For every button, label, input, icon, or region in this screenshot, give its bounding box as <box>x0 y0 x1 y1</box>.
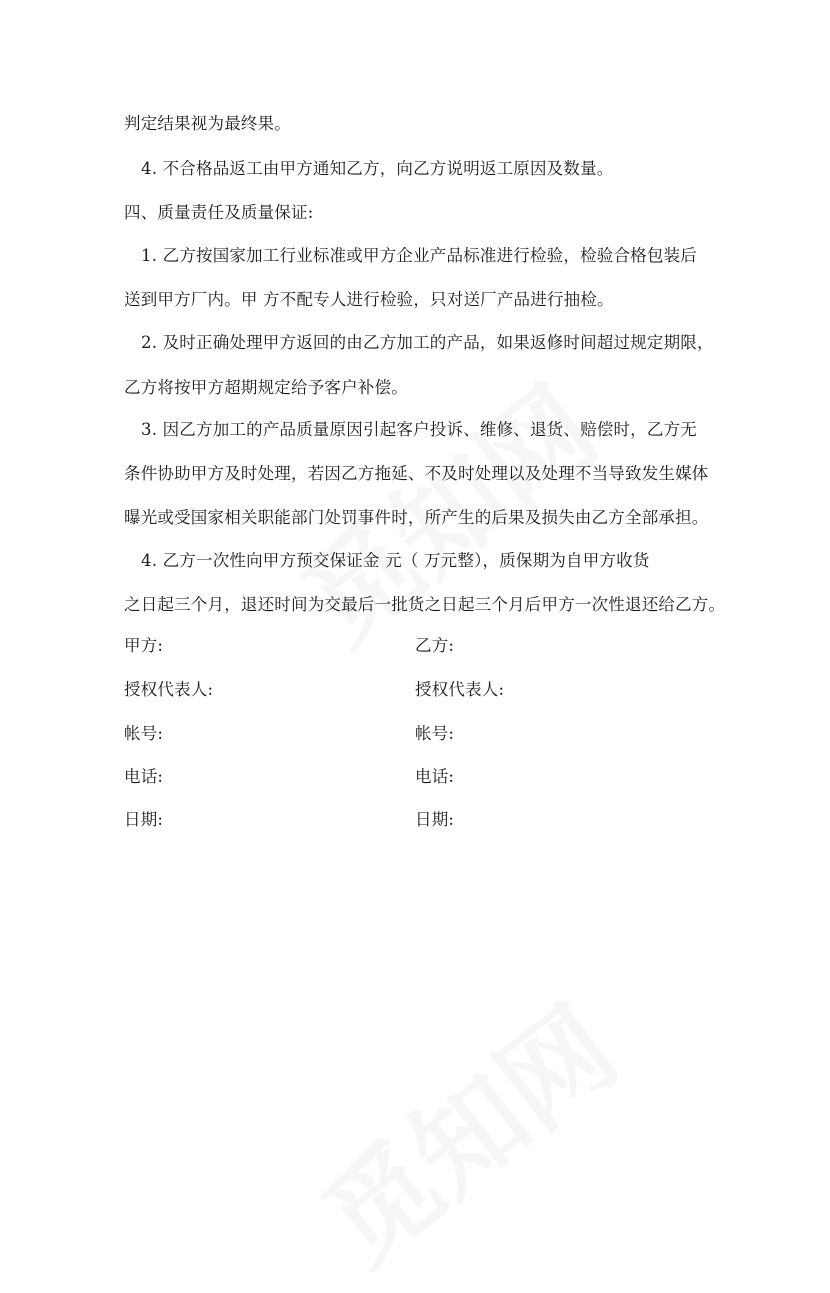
party-b-phone-label: 电话: <box>415 767 455 786</box>
section-title: 四、质量责任及质量保证: <box>124 203 314 222</box>
party-b-date-label: 日期: <box>415 810 455 829</box>
paragraph-line: 曝光或受国家相关职能部门处罚事件时，所产生的后果及损失由乙方全部承担。 <box>124 508 709 527</box>
party-a-date-label: 日期: <box>124 810 164 829</box>
paragraph-line: 1. 乙方按国家加工行业标准或甲方企业产品标准进行检验，检验合格包装后 <box>141 246 697 265</box>
paragraph-line: 3. 因乙方加工的产品质量原因引起客户投诉、维修、退货、赔偿时，乙方无 <box>141 420 697 439</box>
paragraph-line: 之日起三个月，退还时间为交最后一批货之日起三个月后甲方一次性退还给乙方。 <box>124 595 726 614</box>
paragraph-line: 送到甲方厂内。甲 方不配专人进行检验，只对送厂产品进行抽检。 <box>124 290 614 309</box>
watermark <box>286 965 643 1293</box>
paragraph-line: 判定结果视为最终果。 <box>124 114 291 133</box>
party-b-account-label: 帐号: <box>415 724 455 743</box>
paragraph-line: 4. 乙方一次性向甲方预交保证金 元（ 万元整），质保期为自甲方收货 <box>141 551 650 570</box>
party-a-representative-label: 授权代表人: <box>124 680 214 699</box>
party-a-label: 甲方: <box>124 636 164 655</box>
paragraph-line: 4. 不合格品返工由甲方通知乙方，向乙方说明返工原因及数量。 <box>141 159 614 178</box>
party-a-phone-label: 电话: <box>124 767 164 786</box>
party-a-account-label: 帐号: <box>124 724 164 743</box>
party-b-label: 乙方: <box>415 636 455 655</box>
paragraph-line: 2. 及时正确处理甲方返回的由乙方加工的产品，如果返修时间超过规定期限， <box>141 333 714 352</box>
paragraph-line: 乙方将按甲方超期规定给予客户补偿。 <box>124 378 408 397</box>
party-b-representative-label: 授权代表人: <box>415 680 505 699</box>
paragraph-line: 条件协助甲方及时处理，若因乙方拖延、不及时处理以及处理不当导致发生媒体 <box>124 464 709 483</box>
